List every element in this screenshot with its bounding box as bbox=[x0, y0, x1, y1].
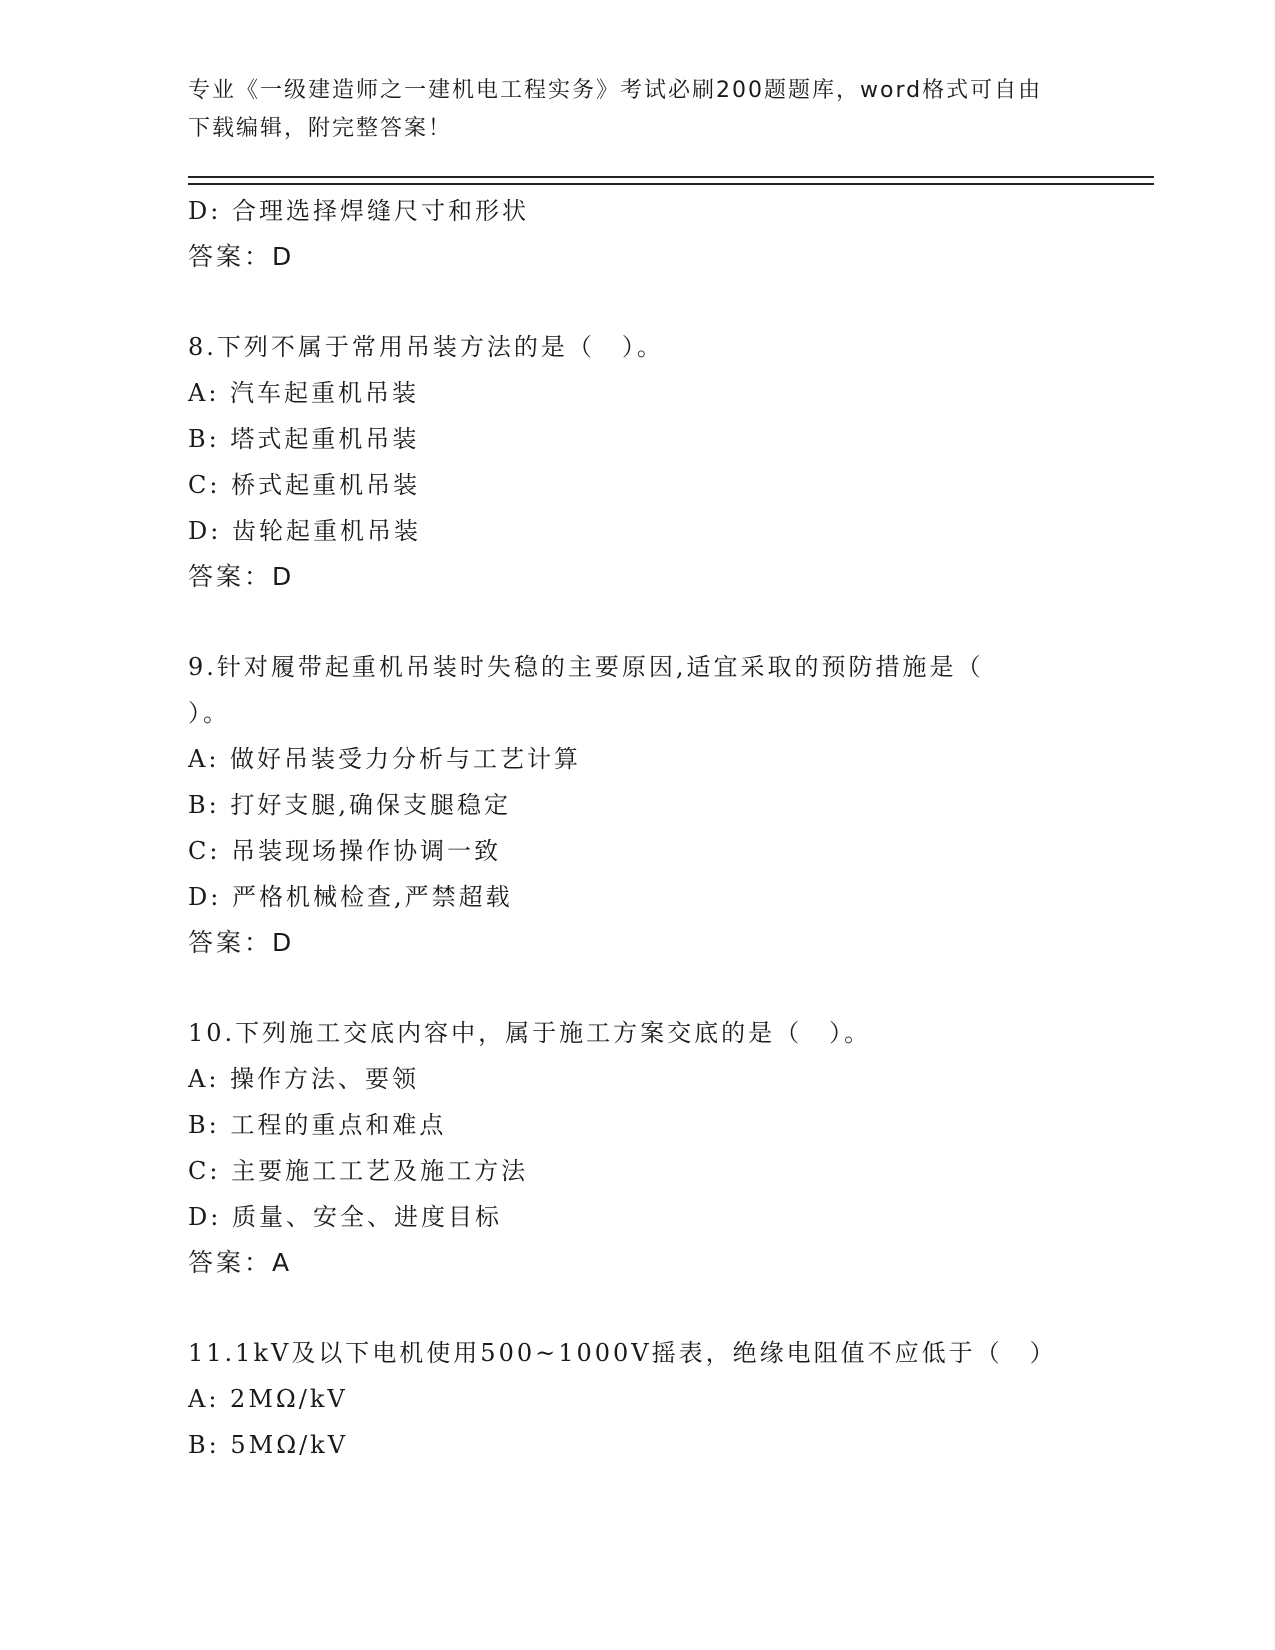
option-b: B: 打好支腿,确保支腿稳定 bbox=[188, 791, 511, 819]
answer-line: 答案：A bbox=[188, 1248, 293, 1277]
option-a: A: 做好吊装受力分析与工艺计算 bbox=[188, 745, 582, 773]
option-d: D: 齿轮起重机吊装 bbox=[188, 517, 421, 545]
option-b: B: 工程的重点和难点 bbox=[188, 1111, 447, 1139]
question-8 bbox=[188, 324, 1128, 600]
document-header bbox=[188, 72, 1088, 148]
header-line-2: 下载编辑，附完整答案！ bbox=[188, 116, 453, 141]
question-11 bbox=[188, 1330, 1128, 1468]
option-c: C: 主要施工工艺及施工方法 bbox=[188, 1157, 529, 1185]
option-d: D: 合理选择焊缝尺寸和形状 bbox=[188, 197, 529, 225]
header-line-1: 专业《一级建造师之一建机电工程实务》考试必刷200题题库，word格式可自由 bbox=[188, 78, 1043, 103]
question-stem-line-2: ）。 bbox=[188, 699, 230, 727]
question-7-tail bbox=[188, 188, 1128, 280]
option-d: D: 质量、安全、进度目标 bbox=[188, 1203, 502, 1231]
document-body bbox=[188, 188, 1128, 1468]
question-stem: 10.下列施工交底内容中，属于施工方案交底的是（ ）。 bbox=[188, 1019, 872, 1047]
answer-line: 答案：D bbox=[188, 242, 295, 271]
option-a: A: 操作方法、要领 bbox=[188, 1065, 420, 1093]
question-stem: 8.下列不属于常用吊装方法的是（ ）。 bbox=[188, 333, 664, 361]
option-d: D: 严格机械检查,严禁超载 bbox=[188, 883, 513, 911]
answer-line: 答案：D bbox=[188, 928, 295, 957]
header-divider-top bbox=[188, 176, 1154, 178]
option-c: C: 桥式起重机吊装 bbox=[188, 471, 421, 499]
option-c: C: 吊装现场操作协调一致 bbox=[188, 837, 502, 865]
option-a: A: 2MΩ/kV bbox=[188, 1385, 348, 1413]
option-a: A: 汽车起重机吊装 bbox=[188, 379, 420, 407]
option-b: B: 5MΩ/kV bbox=[188, 1431, 349, 1459]
question-10 bbox=[188, 1010, 1128, 1286]
option-b: B: 塔式起重机吊装 bbox=[188, 425, 420, 453]
question-stem-line-1: 9.针对履带起重机吊装时失稳的主要原因,适宜采取的预防措施是（ bbox=[188, 653, 984, 681]
answer-line: 答案：D bbox=[188, 562, 295, 591]
header-divider-bottom bbox=[188, 183, 1154, 185]
question-9 bbox=[188, 644, 1128, 966]
question-stem: 11.1kV及以下电机使用500~1000V摇表，绝缘电阻值不应低于（ ） bbox=[188, 1339, 1057, 1367]
